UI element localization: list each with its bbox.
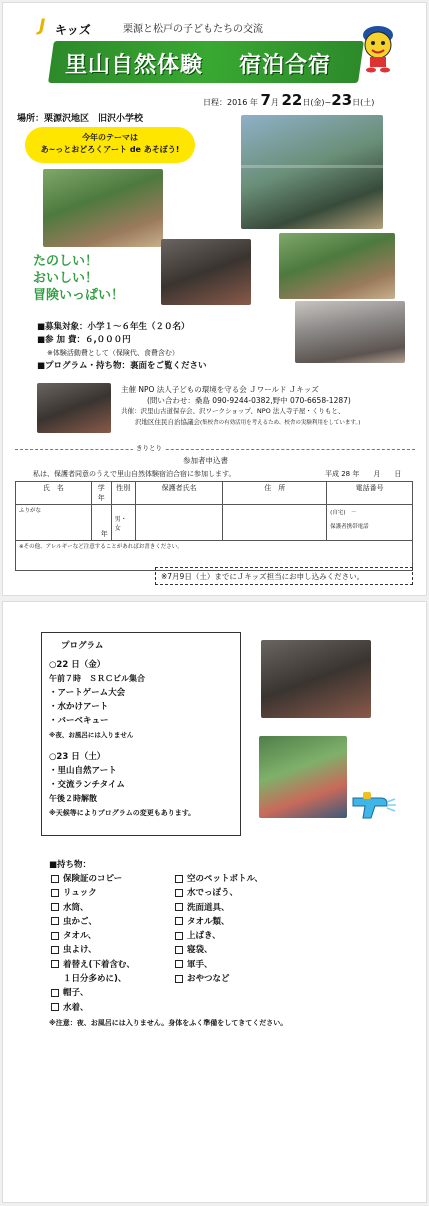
checkbox[interactable] <box>175 960 183 968</box>
belonging-label: 寝袋、 <box>187 945 213 956</box>
application-form <box>15 481 413 571</box>
event-place: 場所：栗源沢地区 旧沢小学校 <box>17 114 144 124</box>
flyer-subtitle: 栗源と松戸の子どもたちの交流 <box>123 24 263 35</box>
checkbox[interactable] <box>51 1003 59 1011</box>
cut-line-label: きりとり <box>133 443 165 452</box>
photo-bbq <box>261 640 371 718</box>
info-fee: ■参 加 費：６,０００円 <box>37 335 131 345</box>
field-address[interactable] <box>223 505 327 541</box>
phone-mobile-label: 保護者携帯電話 <box>330 524 369 530</box>
catch-line1: たのしい！ <box>33 254 99 269</box>
deadline-text: ※7月9日（土）までにＪキッズ担当にお申し込みください。 <box>161 572 365 581</box>
date-weekday1: (金) <box>310 98 325 107</box>
checkbox[interactable] <box>175 875 183 883</box>
photo-group <box>241 115 383 229</box>
form-note: ※その他、アレルギーなど注意することがあればお書きください。 <box>19 544 183 550</box>
checkbox[interactable] <box>175 889 183 897</box>
org-co-note: (集校舎の有効活用を考えるため、校舎の実験利用をしています。) <box>200 420 361 426</box>
field-guardian[interactable] <box>135 505 223 541</box>
photo-field-kids <box>43 169 163 247</box>
checkbox[interactable] <box>175 975 183 983</box>
catch-copy <box>33 253 124 304</box>
belonging-label: おやつなど <box>187 974 230 985</box>
org-co-line1: 共催：沢里山古道保存会、沢ワークショップ、NPO 法人寺子屋・くりもと、 <box>121 407 345 415</box>
organizers <box>121 384 421 429</box>
form-title: 参加者申込書 <box>183 456 228 465</box>
mascot-icon <box>355 21 401 73</box>
flyer-front-page <box>2 2 427 596</box>
date-day-label-2: 日 <box>352 98 361 107</box>
checkbox[interactable] <box>51 946 59 954</box>
theme-line1: 今年のテーマは <box>82 133 138 142</box>
checkbox[interactable] <box>175 917 183 925</box>
day2-title: ○23 日（土） <box>49 752 106 762</box>
org-host: 主催 NPO 法人子どもの環境を守る会 Ｊワールド Ｊキッズ <box>121 385 319 394</box>
belonging-item[interactable] <box>51 872 135 886</box>
belonging-label: 着替え(下着含む、 <box>63 959 135 970</box>
date-day1: 22 <box>281 91 303 109</box>
info-fee-note: ※体験活動費として（保険代、食費含む） <box>47 349 179 357</box>
field-gender[interactable] <box>111 505 135 541</box>
theme-bubble <box>25 127 195 163</box>
col-gender: 性別 <box>111 482 135 505</box>
belonging-item[interactable] <box>51 972 135 986</box>
photo-kids-eating <box>161 239 251 305</box>
org-co-line2: 沢地区住民自治協議会 <box>135 418 200 426</box>
catch-line2: おいしい！ <box>33 271 99 286</box>
belonging-item[interactable] <box>175 929 263 943</box>
form-consent: 私は、保護者同意のうえで里山自然体験宿泊合宿に参加します。 <box>33 470 236 478</box>
belonging-item[interactable] <box>175 886 263 900</box>
date-weekday2: (土) <box>360 98 375 107</box>
photo-cooking <box>37 383 111 433</box>
belonging-item[interactable] <box>175 972 263 986</box>
belonging-label: 上ばき、 <box>187 931 221 942</box>
field-grade[interactable] <box>91 505 111 541</box>
field-notes[interactable] <box>16 541 413 571</box>
belongings-right <box>175 872 263 986</box>
info-recruit: ■募集対象：小学１～６年生（２０名） <box>37 322 190 332</box>
belonging-label: 水筒、 <box>63 902 89 913</box>
water-gun-illustration <box>347 788 397 822</box>
belonging-label: 軍手、 <box>187 959 213 970</box>
org-contact: (問い合わせ：桑島 090-9244-0382,野中 070-6658-1287) <box>147 396 351 405</box>
grade-unit: 年 <box>100 530 108 538</box>
belonging-label: タオル類、 <box>187 916 230 927</box>
belonging-label: リュック <box>63 888 97 899</box>
belonging-label: 帽子、 <box>63 988 89 999</box>
belonging-item[interactable] <box>51 943 135 957</box>
belonging-item[interactable] <box>51 929 135 943</box>
event-date <box>203 91 374 109</box>
belonging-label: １日分多めに)、 <box>63 974 127 985</box>
belongings-left <box>51 872 135 1015</box>
checkbox[interactable] <box>175 946 183 954</box>
theme-line2: あ~っとおどろくアート de あそぼう! <box>40 145 180 154</box>
gender-options: 男・女 <box>114 515 127 532</box>
day1-note: ※夜、お風呂には入りません <box>49 731 134 739</box>
mascot-illustration <box>355 21 401 73</box>
day1-item: ・アートゲーム大会 <box>49 688 126 698</box>
logo-j: J <box>39 16 46 36</box>
catch-line3: 冒険いっぱい！ <box>33 288 125 303</box>
flyer-back-page <box>2 601 427 1203</box>
logo-kids: キッズ <box>55 23 91 37</box>
belonging-item[interactable] <box>51 958 135 972</box>
deadline-box <box>155 567 413 585</box>
checkbox[interactable] <box>51 932 59 940</box>
col-phone: 電話番号 <box>327 482 413 505</box>
belonging-item[interactable] <box>51 886 135 900</box>
field-phone[interactable] <box>327 505 413 541</box>
belonging-label: 虫かご、 <box>63 916 98 927</box>
belonging-label: 空のペットボトル、 <box>187 874 263 884</box>
belonging-label: 洗面道具、 <box>187 902 230 913</box>
photo-running <box>279 233 395 299</box>
belonging-item[interactable] <box>51 915 135 929</box>
belongings-footnote: ※注意：夜、お風呂には入りません。身体をふく準備をしてきてください。 <box>49 1019 288 1027</box>
col-address: 住 所 <box>223 482 327 505</box>
belonging-item[interactable] <box>51 901 135 915</box>
day2-item: ・交流ランチタイム <box>49 780 125 790</box>
belonging-item[interactable] <box>175 943 263 957</box>
belonging-item[interactable] <box>51 986 135 1000</box>
date-day2: 23 <box>331 91 353 109</box>
belonging-item[interactable] <box>175 901 263 915</box>
checkbox[interactable] <box>51 917 59 925</box>
water-gun-icon <box>347 788 397 822</box>
date-prefix: 日程：2016 年 <box>203 98 258 107</box>
program-heading: プログラム <box>61 641 104 651</box>
phone-home-label: (自宅) － <box>330 510 357 516</box>
col-grade: 学年 <box>91 482 111 505</box>
checkbox[interactable] <box>175 932 183 940</box>
belonging-item[interactable] <box>175 915 263 929</box>
day1-title: ○22 日（金） <box>49 660 106 670</box>
photo-water-play <box>259 736 347 818</box>
event-info <box>37 321 287 373</box>
checkbox[interactable] <box>175 903 183 911</box>
day2-item: ・里山自然アート <box>49 766 117 776</box>
belonging-item[interactable] <box>175 872 263 886</box>
date-month-label: 月 <box>270 98 279 107</box>
furigana-label: ふりがな <box>19 508 42 514</box>
title-part1: 里山自然体験 <box>65 53 204 78</box>
program-schedule <box>49 658 195 820</box>
checkbox[interactable] <box>51 875 59 883</box>
date-month: 7 <box>260 91 271 109</box>
day1-time: 午前７時 ＳＲＣビル集合 <box>49 674 145 683</box>
info-program: ■プログラム・持ち物：裏面をご覧ください <box>37 361 207 371</box>
checkbox[interactable] <box>51 989 59 997</box>
belonging-label: タオル、 <box>63 931 97 942</box>
col-guardian: 保護者氏名 <box>135 482 223 505</box>
date-tilde: ~ <box>324 98 332 107</box>
belonging-label: 水着、 <box>63 1002 89 1013</box>
col-name: 氏 名 <box>16 482 92 505</box>
day2-note: ※天候等によりプログラムの変更もあります。 <box>49 809 196 817</box>
title-part2: 宿泊合宿 <box>239 53 332 78</box>
day2-end: 午後２時解散 <box>49 794 97 803</box>
cut-line <box>15 449 415 450</box>
belonging-label: 水でっぽう、 <box>187 888 239 899</box>
checkbox[interactable] <box>51 889 59 897</box>
form-date: 平成 28 年 月 日 <box>325 470 402 478</box>
day1-item: ・水かけアート <box>49 702 109 712</box>
checkbox[interactable] <box>51 903 59 911</box>
belonging-item[interactable] <box>175 958 263 972</box>
date-day-label: 日 <box>302 98 311 107</box>
photo-classroom <box>295 301 405 363</box>
belonging-label: 虫よけ、 <box>63 945 97 956</box>
belonging-label: 保険証のコピー <box>63 874 123 884</box>
belonging-item[interactable] <box>51 1001 135 1015</box>
checkbox[interactable] <box>51 960 59 968</box>
day1-item: ・バーベキュー <box>49 716 109 726</box>
field-name[interactable] <box>16 505 92 541</box>
belongings-heading: ■持ち物： <box>49 860 92 870</box>
